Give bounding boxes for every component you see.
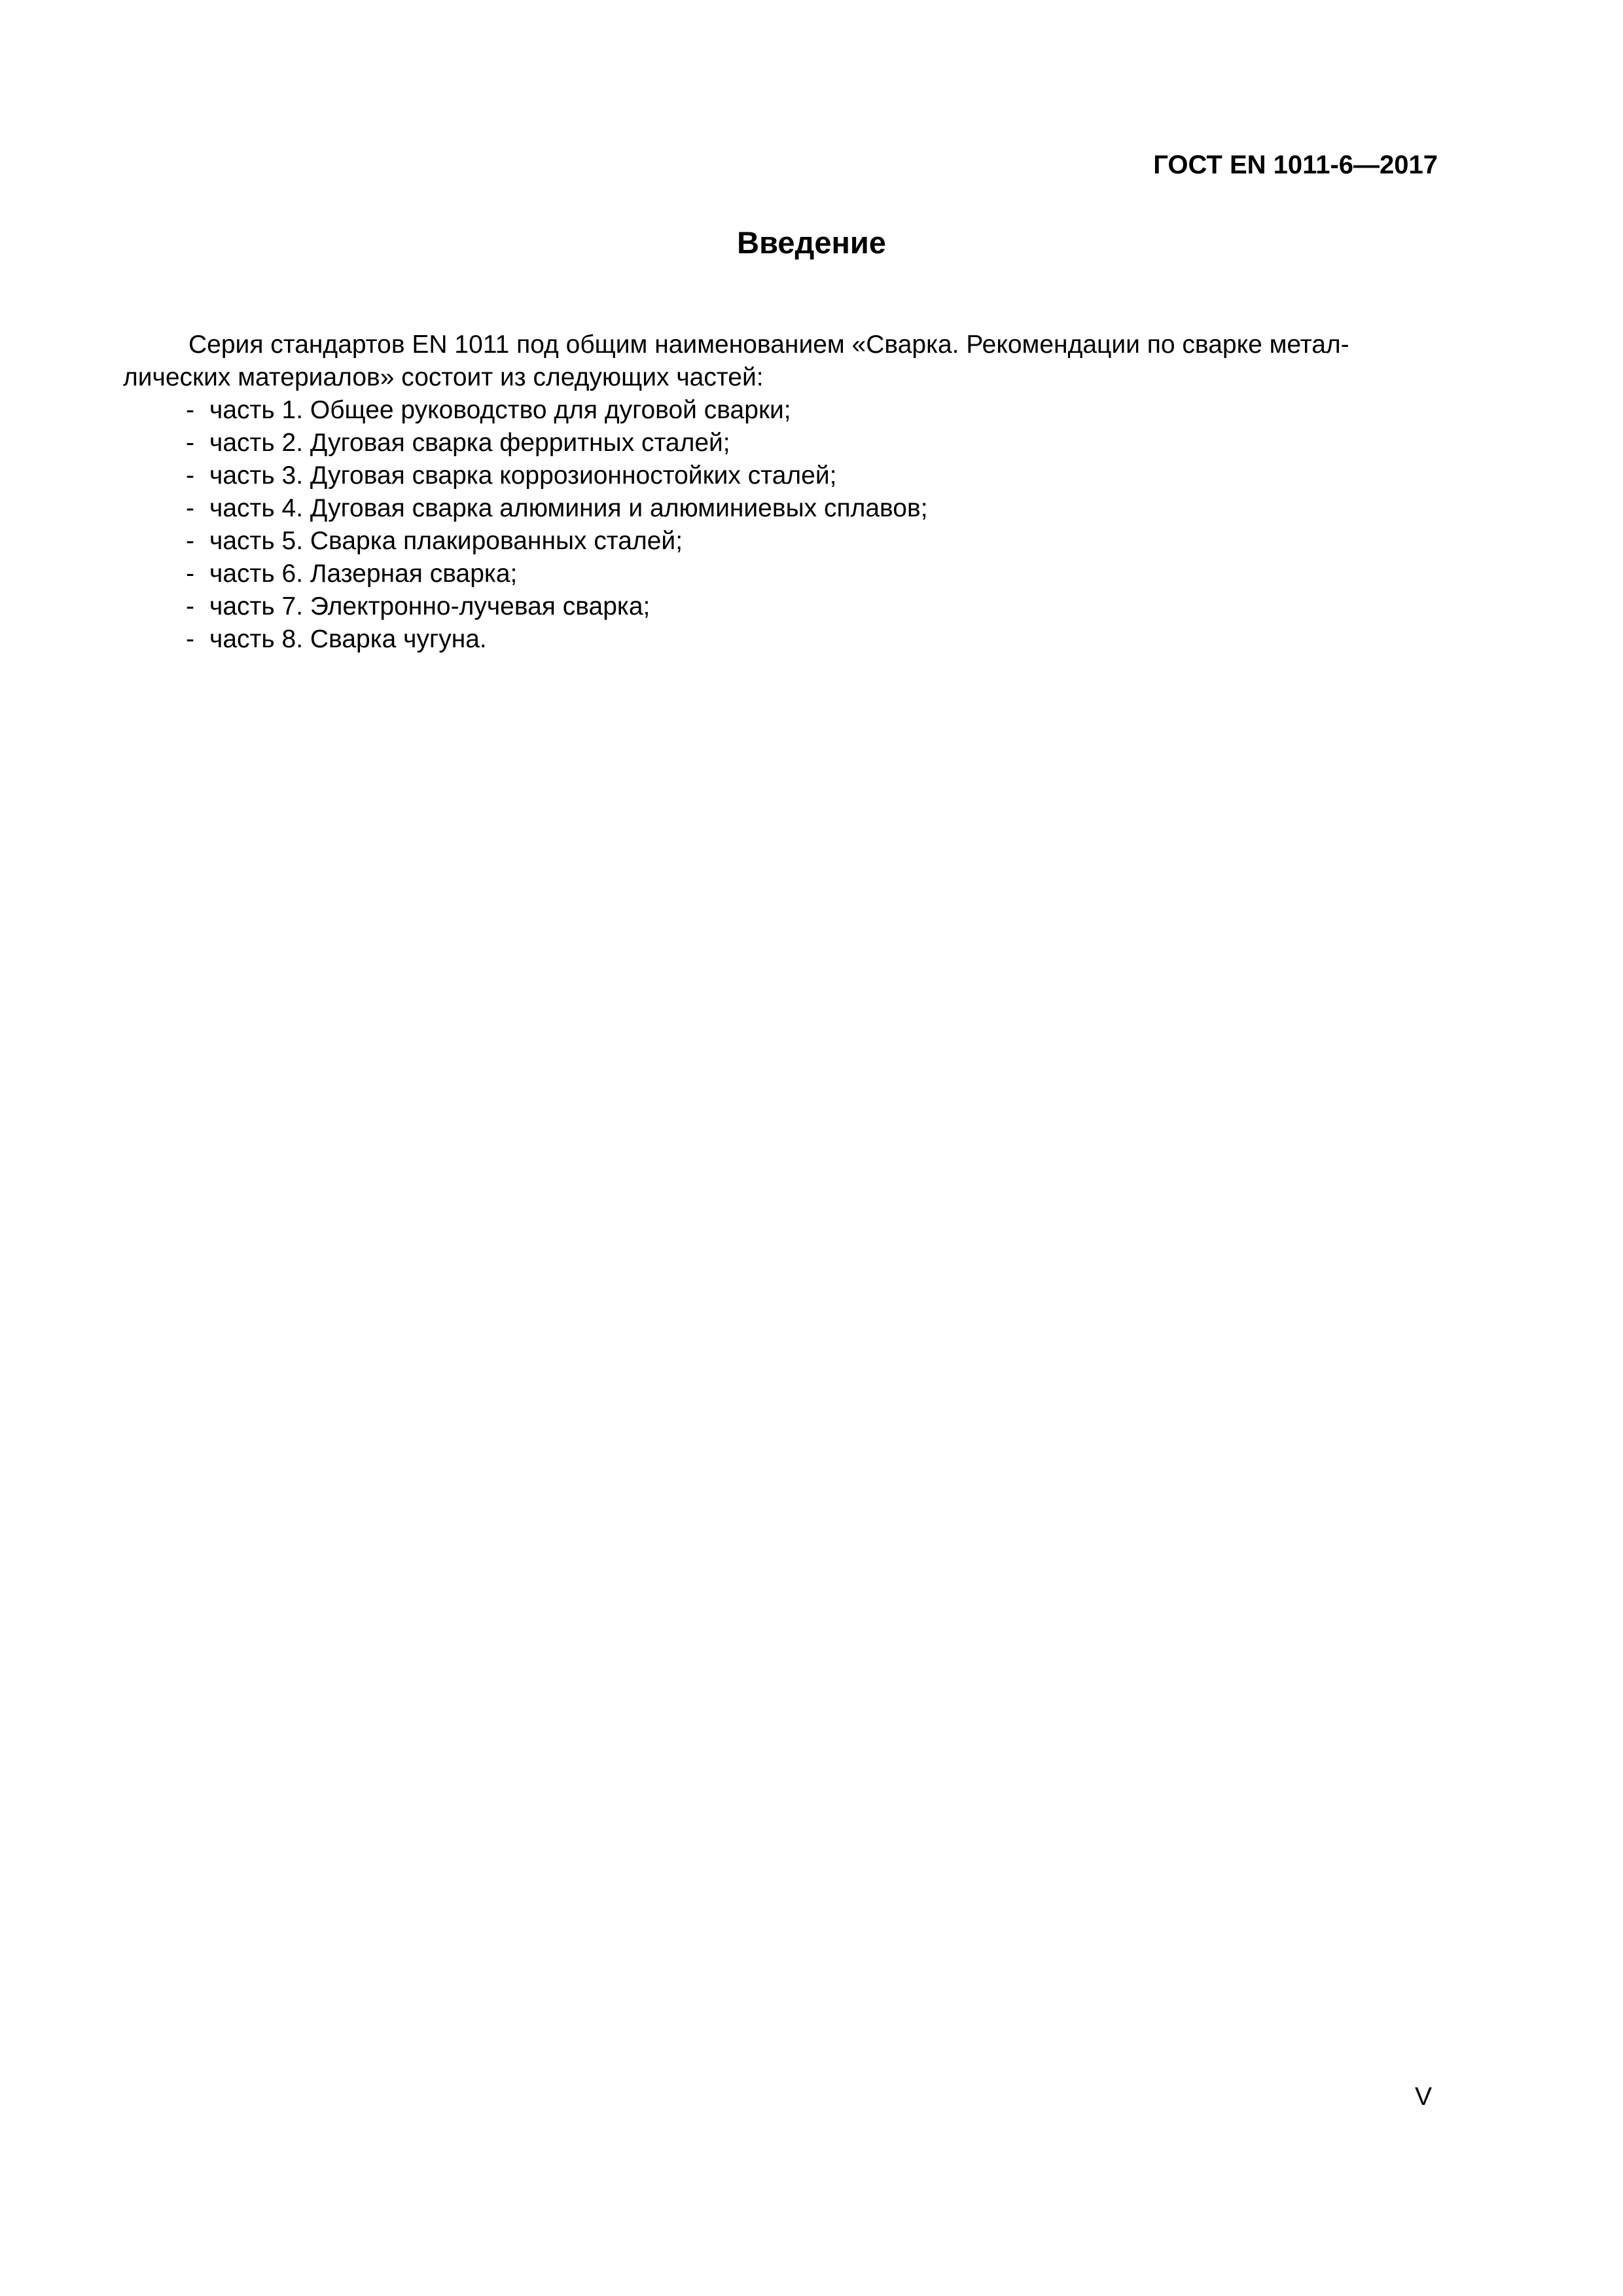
intro-line: Серия стандартов EN 1011 под общим наименованием «Сварка. Рекомендации по сварке метал- [188,331,1349,359]
list-dash: - [186,396,194,424]
page-number: V [1414,2083,1432,2111]
list-item-text: часть 4. Дуговая сварка алюминия и алюминиевых сплавов; [209,494,928,522]
list-item [186,590,928,623]
list-item-text: часть 6. Лазерная сварка; [209,560,518,588]
list-dash: - [186,429,194,457]
list-dash: - [186,461,194,490]
list-item-text: часть 7. Электронно-лучевая сварка; [209,592,651,620]
list-item [186,525,928,558]
intro-paragraph [123,329,1438,394]
intro-line: лических материалов» состоит из следующих частей: [123,363,764,391]
list-dash: - [186,592,194,620]
parts-list [186,394,928,656]
list-item [186,427,928,459]
list-item-text: часть 1. Общее руководство для дуговой сварки; [209,396,791,424]
list-item [186,558,928,590]
list-item-text: часть 2. Дуговая сварка ферритных сталей; [209,429,730,457]
page-title: Введение [737,225,886,260]
list-dash: - [186,625,194,653]
document-standard-id: ГОСТ EN 1011-6—2017 [1153,151,1438,179]
list-item-text: часть 3. Дуговая сварка коррозионностойких сталей; [209,461,837,490]
list-dash: - [186,494,194,522]
list-item [186,394,928,427]
list-item [186,459,928,492]
list-item [186,492,928,525]
list-dash: - [186,527,194,555]
list-item-text: часть 8. Сварка чугуна. [209,625,487,653]
list-item [186,623,928,656]
list-dash: - [186,560,194,588]
list-item-text: часть 5. Сварка плакированных сталей; [209,527,683,555]
